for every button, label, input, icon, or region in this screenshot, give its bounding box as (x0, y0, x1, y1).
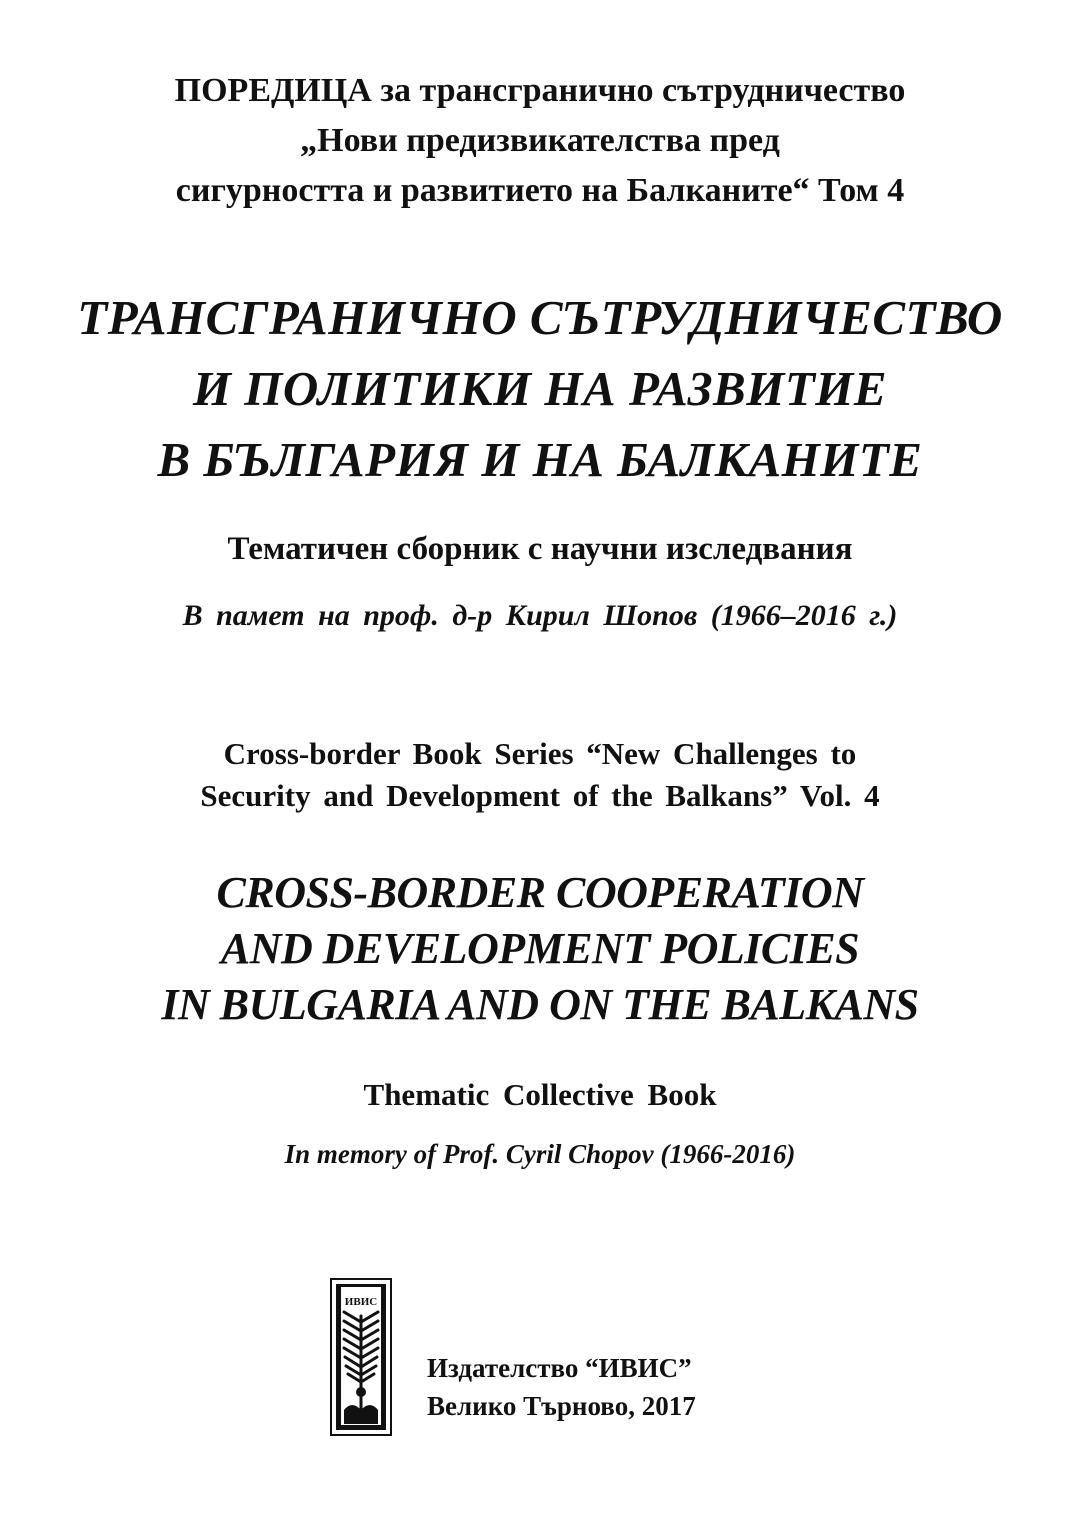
logo-lettering: ИВИС (344, 1296, 378, 1308)
publisher-info (427, 1349, 696, 1425)
series-bg-line-1: ПОРЕДИЦА за трансгранично сътрудничество (174, 72, 906, 109)
publisher-logo (330, 1278, 392, 1436)
book-title-english (0, 865, 1080, 1033)
series-bg-line-3: сигурността и развитието на Балканите“ Том 4 (175, 172, 905, 209)
title-en-line-3: IN BULGARIA AND ON THE BALKANS (161, 980, 919, 1029)
title-bg-line-2: И ПОЛИТИКИ НА РАЗВИТИЕ (192, 361, 888, 416)
title-en-line-1: CROSS-BORDER COOPERATION (216, 868, 864, 917)
title-en-line-2: AND DEVELOPMENT POLICIES (220, 924, 860, 973)
subtitle-english: Thematic Collective Book (363, 1077, 717, 1112)
publisher-city-year: Велико Търново, 2017 (427, 1391, 696, 1421)
book-title-bulgarian (0, 282, 1080, 495)
publisher-name: Издателство “ИВИС” (427, 1353, 692, 1383)
series-title-english (0, 733, 1080, 817)
flower-icon (356, 1387, 366, 1397)
series-en-line-2: Security and Development of the Balkans” Vol. 4 (200, 778, 880, 813)
title-bg-line-3: В БЪЛГАРИЯ И НА БАЛКАНИТЕ (157, 432, 923, 487)
dedication-english: In memory of Prof. Cyril Chopov (1966-2016) (284, 1139, 796, 1169)
series-en-line-1: Cross-border Book Series “New Challenges to (223, 736, 857, 771)
dedication-bulgarian: В памет на проф. д-р Кирил Шопов (1966–2016 г.) (182, 599, 898, 632)
title-bg-line-1: ТРАНСГРАНИЧНО СЪТРУДНИЧЕСТВО (77, 290, 1003, 345)
series-bg-line-2: „Нови предизвикателства пред (300, 122, 780, 159)
series-title-bulgarian (0, 66, 1080, 216)
subtitle-bulgarian: Тематичен сборник с научни изследвания (227, 531, 853, 567)
